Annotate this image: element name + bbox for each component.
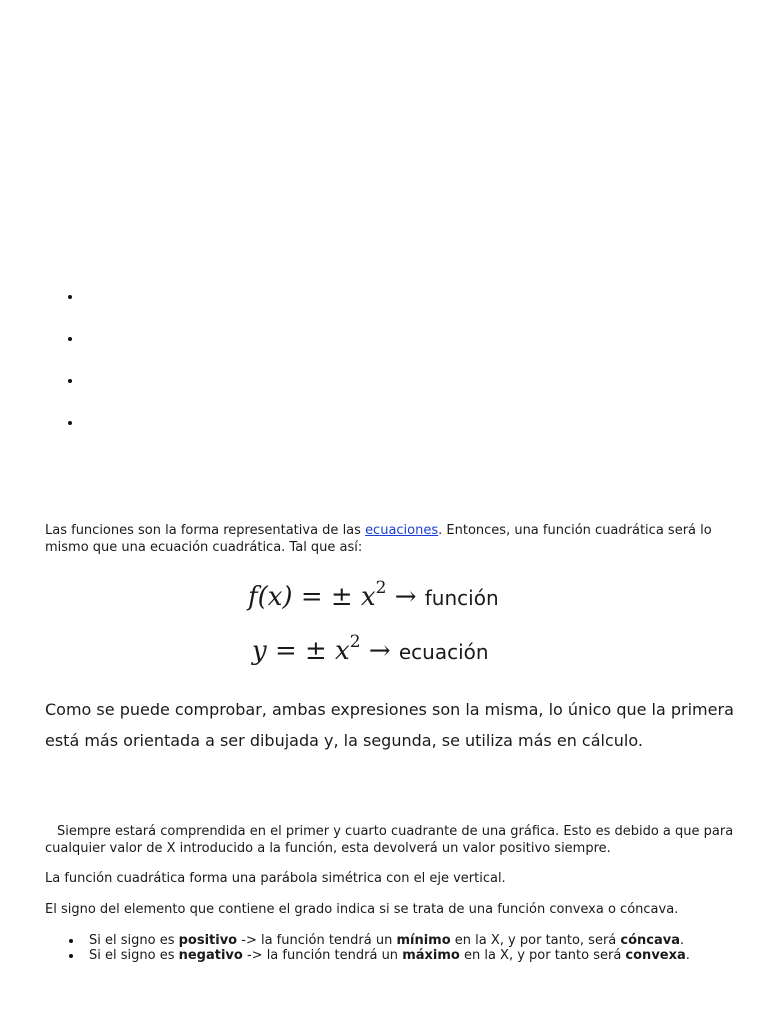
sign-list-item-positive — [45, 933, 735, 948]
property-paragraph-parabola: La función cuadrática forma una parábola simétrica con el eje vertical. — [45, 871, 506, 886]
concava-bold: cóncava — [620, 933, 681, 948]
text: en la X, y por tanto, será — [450, 933, 621, 948]
bullet-dot — [68, 337, 72, 341]
property-paragraph-sign: El signo del elemento que contiene el grado indica si se trata de una función convexa o cóncava. — [45, 902, 679, 917]
comparison-paragraph: Como se puede comprobar, ambas expresiones son la misma, lo único que la primera está más orientada a ser dibujada y, la segunda, se utiliza más en cálculo. — [45, 700, 734, 750]
intro-text-end: . Entonces, una función cuadrática será lo mismo que una ecuación cuadrática. Tal que así: — [45, 523, 712, 555]
function-formula-lhs: f(x) = ± x — [248, 582, 376, 612]
negativo-bold: negativo — [178, 948, 243, 963]
text: . — [680, 933, 685, 948]
ecuaciones-link[interactable]: ecuaciones — [365, 523, 439, 538]
convexa-bold: convexa — [625, 948, 686, 963]
text: . — [685, 948, 690, 963]
text: Si el signo es — [89, 948, 179, 963]
equation-formula-lhs: y = ± x — [252, 636, 350, 666]
exponent: 2 — [375, 578, 387, 598]
positivo-bold: positivo — [178, 933, 238, 948]
minimo-bold: mínimo — [396, 933, 451, 948]
text: Si el signo es — [89, 933, 179, 948]
text: -> la función tendrá un — [237, 933, 397, 948]
equation-label: ecuación — [398, 640, 489, 664]
arrow: → — [394, 582, 417, 612]
function-formula — [248, 578, 499, 612]
sign-list-item-negative — [45, 948, 735, 963]
bullet-dot — [68, 295, 72, 299]
property-paragraph-quadrants: Siempre estará comprendida en el primer y cuarto cuadrante de una gráfica. Esto es debido a que para cualquier valor de X introducido a la función, esta devolverá un valor positivo siempre. — [45, 824, 734, 856]
bullet-dot — [69, 939, 73, 943]
maximo-bold: máximo — [402, 948, 460, 963]
exponent: 2 — [349, 632, 361, 652]
text: en la X, y por tanto será — [459, 948, 626, 963]
bullet-dot — [69, 954, 73, 958]
bullet-dot — [68, 421, 72, 425]
arrow: → — [368, 636, 391, 666]
sign-list — [45, 933, 735, 963]
function-label: función — [424, 586, 499, 610]
text: -> la función tendrá un — [242, 948, 403, 963]
bullet-dot — [68, 379, 72, 383]
equation-formula — [252, 632, 489, 666]
intro-paragraph — [45, 522, 735, 556]
intro-text-start: Las funciones son la forma representativa de las — [45, 523, 366, 538]
